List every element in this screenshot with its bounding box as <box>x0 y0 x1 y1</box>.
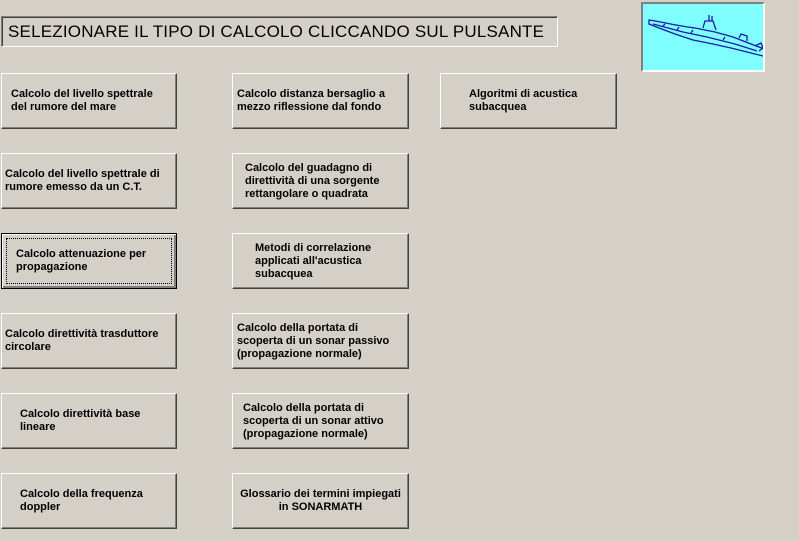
glossary-button[interactable] <box>232 473 409 529</box>
directivity-gain-button[interactable] <box>232 153 409 209</box>
spectral-sea-noise-button[interactable] <box>1 73 177 129</box>
doppler-frequency-button[interactable] <box>1 473 177 529</box>
page-title-text: SELEZIONARE IL TIPO DI CALCOLO CLICCANDO SUL PULSANTE <box>8 21 545 41</box>
underwater-acoustics-algorithms-button[interactable] <box>440 73 617 129</box>
circular-transducer-directivity-button[interactable] <box>1 313 177 369</box>
propagation-attenuation-label: Calcolo attenuazione per propagazione <box>16 248 147 273</box>
page-title <box>1 16 558 47</box>
active-sonar-range-label: Calcolo della portata di scoperta di un sonar attivo (propagazione normale) <box>243 401 384 440</box>
underwater-acoustics-algorithms-label: Algoritmi di acustica subacquea <box>469 88 578 113</box>
circular-transducer-directivity-label: Calcolo direttività trasduttore circolare <box>5 328 159 353</box>
passive-sonar-range-button[interactable] <box>232 313 409 369</box>
active-sonar-range-button[interactable] <box>232 393 409 449</box>
linear-base-directivity-button[interactable] <box>1 393 177 449</box>
ct-noise-spectral-button[interactable] <box>1 153 177 209</box>
bottom-reflection-distance-label: Calcolo distanza bersaglio a mezzo riflessione dal fondo <box>237 88 385 113</box>
bottom-reflection-distance-button[interactable] <box>232 73 409 129</box>
spectral-sea-noise-label: Calcolo del livello spettrale del rumore del mare <box>11 88 153 113</box>
submarine-logo <box>641 2 765 72</box>
glossary-label: Glossario dei termini impiegati in SONARMATH <box>240 488 401 513</box>
correlation-methods-label: Metodi di correlazione applicati all'acustica subacquea <box>255 241 372 280</box>
directivity-gain-label: Calcolo del guadagno di direttività di una sorgente rettangolare o quadrata <box>245 161 380 200</box>
doppler-frequency-label: Calcolo della frequenza doppler <box>20 488 143 513</box>
correlation-methods-button[interactable] <box>232 233 409 289</box>
propagation-attenuation-button[interactable] <box>1 233 177 289</box>
linear-base-directivity-label: Calcolo direttività base lineare <box>20 408 141 433</box>
passive-sonar-range-label: Calcolo della portata di scoperta di un sonar passivo (propagazione normale) <box>237 321 390 360</box>
submarine-icon <box>643 4 763 70</box>
ct-noise-spectral-label: Calcolo del livello spettrale di rumore emesso da un C.T. <box>5 168 160 193</box>
